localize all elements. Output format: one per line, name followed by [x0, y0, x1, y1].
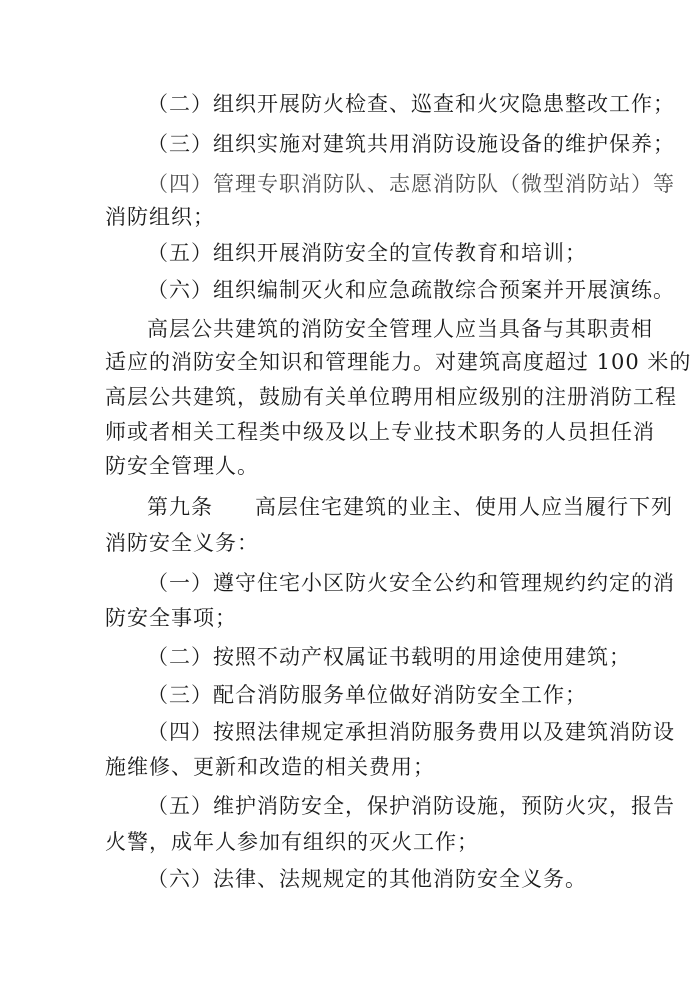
list-item-manager-duty-3: （三）组织实施对建筑共用消防设施设备的维护保养； — [147, 132, 675, 156]
article-text: 高层住宅建筑的业主、使用人应当履行下列 — [255, 495, 673, 519]
article-number: 第九条 — [147, 495, 213, 519]
article-heading — [147, 490, 700, 524]
list-item-resident-duty-2: （二）按照不动产权属证书载明的用途使用建筑； — [147, 645, 631, 669]
list-item-manager-duty-6: （六）组织编制灭火和应急疏散综合预案并开展演练。 — [147, 278, 675, 302]
list-item-resident-duty-6: （六）法律、法规规定的其他消防安全义务。 — [147, 867, 587, 891]
list-item-resident-duty-1: （一）遵守住宅小区防火安全公约和管理规约约定的消 — [147, 571, 675, 595]
list-item-manager-duty-2: （二）组织开展防火检查、巡查和火灾隐患整改工作； — [147, 92, 675, 116]
paragraph-line: 师或者相关工程类中级及以上专业技术职务的人员担任消 — [105, 420, 655, 444]
paragraph-line: 高层公共建筑的消防安全管理人应当具备与其职责相 — [147, 317, 653, 341]
list-item-manager-duty-5: （五）组织开展消防安全的宣传教育和培训； — [147, 241, 587, 265]
list-item-resident-duty-5: （五）维护消防安全，保护消防设施，预防火灾，报告 — [147, 794, 675, 818]
list-item-resident-duty-4: （四）按照法律规定承担消防服务费用以及建筑消防设 — [147, 720, 675, 744]
list-item-resident-duty-1-cont: 防安全事项； — [105, 606, 237, 630]
paragraph-line: 高层公共建筑，鼓励有关单位聘用相应级别的注册消防工程 — [105, 385, 677, 409]
list-item-manager-duty-4-cont: 消防组织； — [105, 205, 215, 229]
list-item-resident-duty-3: （三）配合消防服务单位做好消防安全工作； — [147, 683, 587, 707]
list-item-resident-duty-4-cont: 施维修、更新和改造的相关费用； — [105, 755, 435, 779]
list-item-manager-duty-4: （四）管理专职消防队、志愿消防队（微型消防站）等 — [147, 172, 675, 196]
paragraph-line: 防安全管理人。 — [105, 454, 259, 478]
paragraph-line: 适应的消防安全知识和管理能力。对建筑高度超过 100 米的 — [105, 350, 692, 374]
list-item-resident-duty-5-cont: 火警，成年人参加有组织的灭火工作； — [105, 830, 479, 854]
article-text-cont: 消防安全义务： — [105, 531, 259, 555]
